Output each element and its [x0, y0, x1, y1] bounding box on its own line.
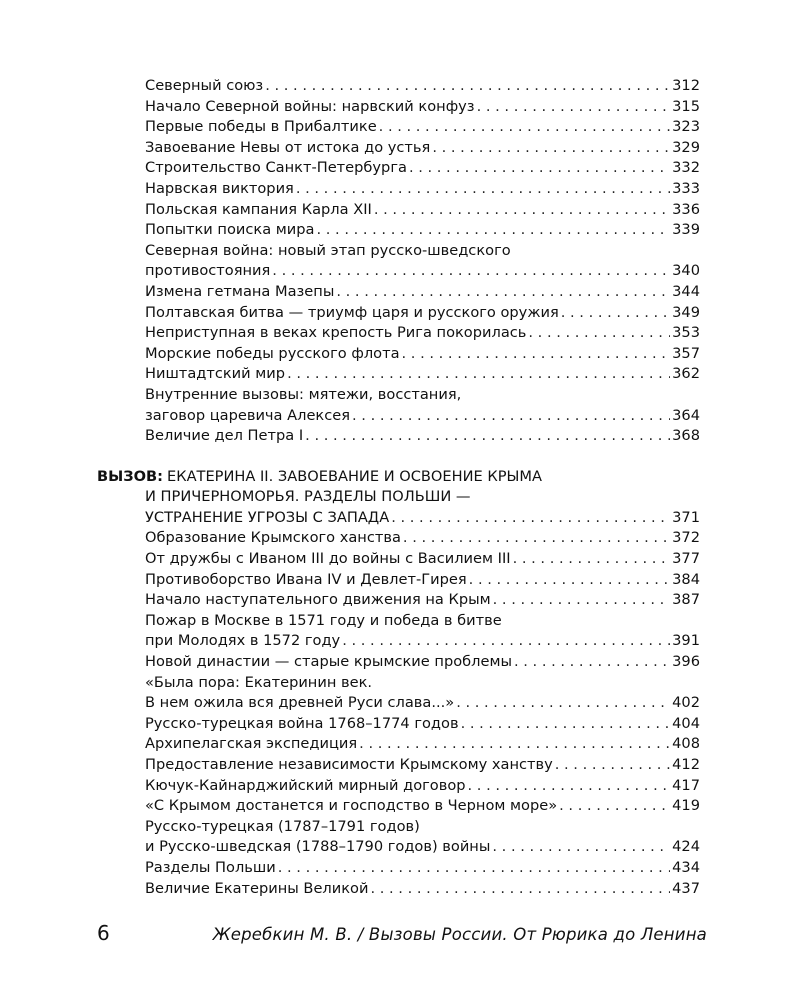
dot-leader	[336, 282, 670, 303]
toc-entry-title: противостояния	[145, 262, 271, 280]
toc-entry-title: «Была пора: Екатеринин век.	[145, 673, 373, 691]
toc-entry	[0, 200, 700, 221]
toc-entry-title: при Молодях в 1572 году	[145, 632, 341, 650]
toc-entry-page: 353	[672, 324, 700, 342]
dot-leader	[555, 755, 670, 776]
dot-leader	[370, 879, 670, 900]
toc-entry-title: Архипелагская экспедиция	[145, 735, 358, 753]
toc-entry	[0, 549, 700, 570]
toc-entry-title: Предоставление независимости Крымскому ханству	[145, 756, 553, 773]
chapter-heading	[0, 467, 800, 529]
toc-entry-title: Измена гетмана Мазепы	[145, 282, 335, 300]
toc-entry	[0, 117, 700, 138]
toc-entry-page: 408	[672, 735, 700, 753]
toc-entry	[0, 344, 700, 365]
chapter-label: ВЫЗОВ:	[97, 467, 163, 485]
toc-entry	[0, 817, 700, 838]
toc-entry	[0, 879, 700, 900]
toc-entry	[0, 590, 700, 611]
dot-leader	[265, 76, 670, 97]
toc-entry-page: 437	[672, 879, 700, 897]
toc-entry-title: Русско-турецкая (1787–1791 годов)	[145, 817, 420, 835]
toc-entry-title: Величие Екатерины Великой	[145, 879, 369, 897]
toc-entry	[0, 426, 700, 447]
toc-entry-page: 340	[672, 262, 700, 280]
toc-entry	[0, 385, 700, 406]
toc-entry-title: Кючук-Кайнарджийский мирный договор	[145, 776, 466, 794]
toc-entry-page: 387	[672, 591, 700, 609]
toc-entry-page: 384	[672, 570, 700, 588]
toc-entry	[0, 734, 700, 755]
toc-entry	[0, 755, 700, 776]
toc-entry-page: 434	[672, 858, 700, 876]
dot-leader	[342, 631, 670, 652]
toc-entry	[0, 858, 700, 879]
dot-leader	[477, 97, 671, 118]
toc-entry	[0, 76, 700, 97]
toc-entry-title: «С Крымом достанется и господство в Черном море»	[145, 797, 558, 815]
toc-entry	[0, 796, 700, 817]
toc-entry-title: Пожар в Москве в 1571 году и победа в битве	[145, 611, 502, 629]
toc-entry-page: 333	[672, 179, 700, 197]
toc-entry-page: 339	[672, 221, 700, 239]
toc-entry	[0, 714, 700, 735]
dot-leader	[492, 837, 670, 858]
toc-entry-title: Начало наступательного движения на Крым	[145, 591, 491, 609]
toc-entry-title: Нарвская виктория	[145, 179, 294, 197]
dot-leader	[514, 652, 670, 673]
dot-leader	[305, 426, 670, 447]
toc-entry-title: Польская кампания Карла XII	[145, 200, 372, 218]
toc-entry-page: 402	[672, 694, 700, 712]
toc-entry-title: Строительство Санкт-Петербурга	[145, 159, 407, 177]
toc-entry-page: 332	[672, 159, 700, 177]
toc-entry-title: Неприступная в веках крепость Рига покорилась	[145, 324, 527, 342]
dot-leader	[391, 508, 670, 529]
toc-entry-title: и Русско-шведская (1788–1790 годов) войны	[145, 838, 491, 856]
toc-entry	[0, 652, 700, 673]
dot-leader	[379, 117, 670, 138]
toc-entry-title: Северный союз	[145, 77, 264, 94]
toc-entry	[0, 406, 700, 427]
toc-entry-title: В нем ожила вся древней Руси слава...»	[145, 694, 455, 712]
toc-entry-page: 344	[672, 282, 700, 300]
toc-entry-page: 396	[672, 653, 700, 671]
toc-entry-title: Северная война: новый этап русско-шведского	[145, 241, 511, 259]
toc-entry-title: заговор царевича Алексея	[145, 406, 351, 424]
toc-entry-page: 364	[672, 406, 700, 424]
dot-leader	[316, 220, 670, 241]
dot-leader	[402, 344, 671, 365]
toc-entry-title: Образование Крымского ханства	[145, 529, 401, 547]
toc-entry-title: Ништадтский мир	[145, 365, 286, 383]
dot-leader	[359, 734, 670, 755]
toc-entry-title: Русско-турецкая война 1768–1774 годов	[145, 714, 459, 732]
toc-entry-page: 357	[672, 344, 700, 362]
toc-entry-title: Попытки поиска мира	[145, 221, 315, 239]
toc-entry	[0, 837, 700, 858]
toc-entry-title: Завоевание Невы от истока до устья	[145, 138, 431, 156]
chapter-page-number: 371	[672, 508, 700, 526]
toc-entry	[0, 97, 700, 118]
toc-entry	[0, 693, 700, 714]
toc-entry-title: Разделы Польши	[145, 858, 276, 876]
toc-entry	[0, 611, 700, 632]
dot-leader	[456, 693, 670, 714]
toc-entry	[0, 570, 700, 591]
toc-entry-page: 377	[672, 550, 700, 568]
page-number: 6	[97, 921, 110, 945]
toc-entry	[0, 673, 700, 694]
toc-section-2	[0, 528, 800, 899]
toc-entry-page: 404	[672, 714, 700, 732]
chapter-title-line-1: ЕКАТЕРИНА II. ЗАВОЕВАНИЕ И ОСВОЕНИЕ КРЫМА	[166, 467, 543, 485]
dot-leader	[561, 303, 670, 324]
table-of-contents	[0, 76, 800, 899]
toc-entry-title: Полтавская битва — триумф царя и русского оружия	[145, 303, 559, 321]
dot-leader	[374, 200, 670, 221]
dot-leader	[513, 549, 671, 570]
toc-entry-title: Новой династии — старые крымские проблемы	[145, 653, 512, 671]
toc-entry-title: От дружбы с Иваном III до войны с Василием III	[145, 550, 511, 568]
toc-entry-title: Величие дел Петра I	[145, 427, 304, 445]
toc-entry-title: Внутренние вызовы: мятежи, восстания,	[145, 385, 462, 403]
toc-entry	[0, 364, 700, 385]
dot-leader	[559, 796, 670, 817]
running-title: Жеребкин М. В. / Вызовы России. От Рюрика до Ленина	[212, 925, 707, 944]
toc-entry-page: 349	[672, 303, 700, 321]
toc-entry	[0, 776, 700, 797]
toc-entry	[0, 631, 700, 652]
dot-leader	[409, 158, 670, 179]
toc-entry-page: 362	[672, 365, 700, 383]
toc-entry	[0, 220, 700, 241]
dot-leader	[469, 570, 670, 591]
page-footer	[97, 921, 707, 947]
toc-entry-page: 336	[672, 200, 700, 218]
chapter-heading-line-3	[0, 508, 700, 529]
toc-entry	[0, 241, 700, 262]
chapter-heading-line-2	[0, 487, 700, 508]
dot-leader	[287, 364, 670, 385]
toc-entry	[0, 138, 700, 159]
section-gap	[0, 447, 800, 467]
toc-entry	[0, 179, 700, 200]
dot-leader	[493, 590, 670, 611]
toc-entry-page: 329	[672, 138, 700, 156]
toc-section-1	[0, 76, 800, 447]
toc-entry-title: Морские победы русского флота	[145, 344, 400, 362]
dot-leader	[461, 714, 671, 735]
dot-leader	[296, 179, 670, 200]
chapter-title-line-3: УСТРАНЕНИЕ УГРОЗЫ С ЗАПАДА	[145, 508, 390, 526]
toc-entry	[0, 158, 700, 179]
toc-entry-page: 424	[672, 838, 700, 856]
toc-entry-page: 323	[672, 118, 700, 136]
dot-leader	[272, 261, 670, 282]
toc-entry	[0, 282, 700, 303]
toc-entry-page: 372	[672, 529, 700, 547]
toc-entry	[0, 323, 700, 344]
toc-entry-page: 312	[672, 77, 700, 94]
toc-entry	[0, 528, 700, 549]
toc-entry	[0, 303, 700, 324]
toc-entry-page: 419	[672, 797, 700, 815]
dot-leader	[468, 776, 671, 797]
dot-leader	[352, 406, 670, 427]
toc-entry-page: 368	[672, 427, 700, 445]
toc-entry-title: Начало Северной войны: нарвский конфуз	[145, 97, 475, 115]
toc-entry-title: Противоборство Ивана IV и Девлет-Гирея	[145, 570, 467, 588]
chapter-heading-line-1	[0, 467, 700, 488]
toc-entry-page: 391	[672, 632, 700, 650]
dot-leader	[278, 858, 670, 879]
toc-entry	[0, 261, 700, 282]
dot-leader	[432, 138, 670, 159]
toc-entry-page: 417	[672, 776, 700, 794]
chapter-title-line-2: И ПРИЧЕРНОМОРЬЯ. РАЗДЕЛЫ ПОЛЬШИ —	[145, 488, 471, 506]
toc-entry-page: 315	[672, 97, 700, 115]
toc-entry-title: Первые победы в Прибалтике	[145, 118, 377, 136]
dot-leader	[528, 323, 670, 344]
toc-entry-page: 412	[672, 756, 700, 773]
dot-leader	[403, 528, 670, 549]
